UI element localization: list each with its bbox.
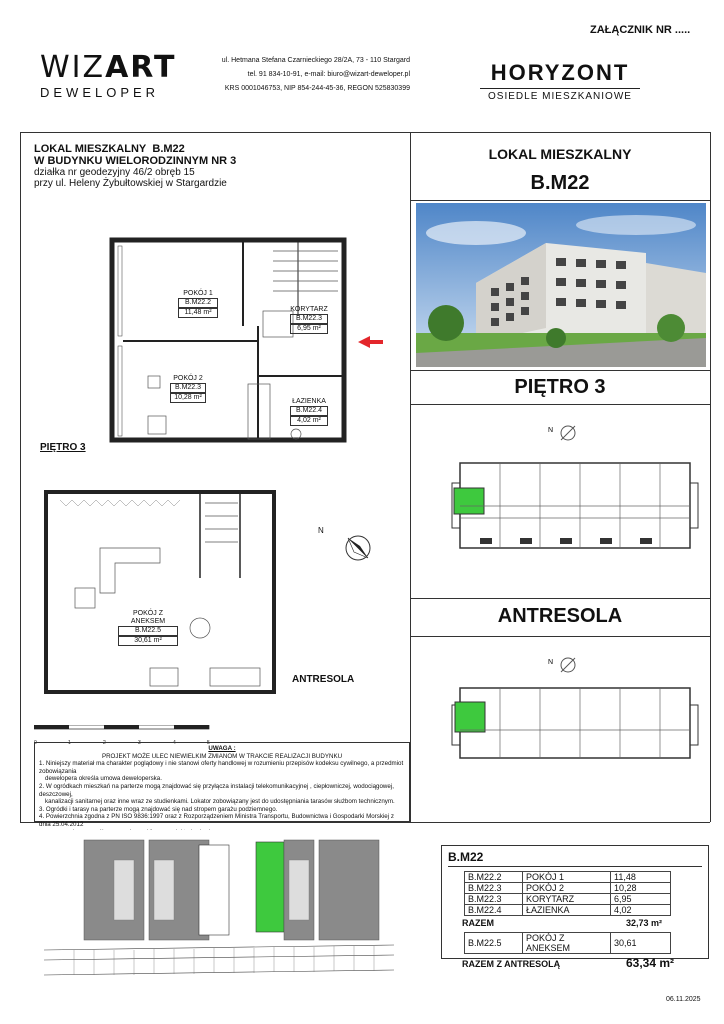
floor-heading: PIĘTRO 3 [514, 376, 606, 398]
unit-info: LOKAL MIESZKALNY B.M22 W BUDYNKU WIELORODZINNYM NR 3 działka nr geodezyjny 46/2 obręb 15 przy ul. Heleny Żybułtowskiej w Stargardzie [34, 143, 237, 189]
table-row: B.M22.3 KORYTARZ 6,95 [465, 894, 671, 905]
notice-box: UWAGA : PROJEKT MOŻE ULEC NIEWIELKIM ZMIANOM W TRAKCIE REALIZACJI BUDYNKU 1. Niniejszy materiał ma charakter poglądowy i nie stanowi oferty handlowej w rozumieniu przepisów kodeksu cywilnego, a przedmiot zobowiązania dewelopera określa umowa deweloperska. 2. W ogródkach mieszkań na parterze mogą znajdować się przyłącza instalacji telekomunikacyjnej , ciepłowniczej, wodociągowej, deszczowej, kanalizacji sanitarnej oraz inne wraz ze studienkami. Lokator zobowiązany jest do udostępniania tarasów służbom technicznym. 3. Ogródki i tarasy na parterze mogą znajdować się nad stropem garażu podziemnego. 4. Powierzchnia zgodna z PN ISO 9836:1997 oraz z Rozporządzeniem Ministra Transportu, Budownictwa i Gospodarki Morskiej z dnia 25.04.2012 [34, 742, 410, 822]
divider [410, 404, 710, 405]
divider [410, 636, 710, 637]
key-plan-floor [440, 418, 700, 573]
frame-divider [410, 132, 411, 822]
room-label-pokoj-z-aneksem: POKÓJ Z ANEKSEM B.M22.5 30,61 m² [118, 610, 178, 646]
room-label-pokoj-2: POKÓJ 2 B.M22.3 10,28 m² [170, 375, 206, 403]
document-date: 06.11.2025 [666, 996, 701, 1003]
table-row: B.M22.2 POKÓJ 1 11,48 [465, 872, 671, 883]
frame-line [710, 132, 711, 822]
north-arrow-icon [330, 522, 380, 577]
mezz-heading: ANTRESOLA [497, 605, 623, 627]
svg-text:N: N [548, 427, 554, 434]
divider [410, 200, 710, 201]
summary-title: B.M22 [448, 850, 702, 867]
floor-plan-label: PIĘTRO 3 [40, 442, 86, 453]
subtotal-row: RAZEM 32,73 m² [462, 918, 663, 928]
area-summary [441, 845, 709, 970]
room-label-lazienka: ŁAZIENKA B.M22.4 4,02 m² [290, 398, 328, 426]
key-plan-mezzanine [440, 650, 700, 775]
table-row: B.M22.3 POKÓJ 2 10,28 [465, 883, 671, 894]
room-label-pokoj-1: POKÓJ 1 B.M22.2 11,48 m² [178, 290, 218, 318]
mezzanine-plan-label: ANTRESOLA [292, 674, 355, 685]
table-row: B.M22.5 POKÓJ Z ANEKSEM 30,61 [465, 933, 671, 954]
scale-bar: 0 1 2 3 4 5 [34, 722, 214, 748]
table-row: B.M22.4 ŁAZIENKA 4,02 [465, 905, 671, 916]
mezzanine-plan [40, 488, 280, 705]
summary-table [464, 871, 671, 916]
annex-label: ZAŁĄCZNIK NR ..... [590, 24, 691, 36]
mezzanine-row-table [464, 932, 671, 954]
svg-text:N: N [548, 659, 554, 666]
developer-address: ul. Hetmana Stefana Czarnieckiego 28/2A, 73 - 110 Stargard tel. 91 834-10-91, e-mail: biuro@wizart-deweloper.pl KRS 0001046753, NIP 854-244-45-36, REGON 525830399 [221, 57, 410, 92]
north-label: N [318, 526, 324, 535]
floor-plan [108, 236, 398, 456]
building-render-image [416, 203, 706, 367]
frame-line [20, 132, 710, 133]
room-label-korytarz: KORYTARZ B.M22.3 6,95 m² [290, 306, 328, 332]
unit-code-heading: B.M22 [530, 172, 590, 194]
unit-type-label: LOKAL MIESZKALNY [488, 146, 632, 162]
site-plan [34, 830, 404, 995]
developer-logo: WIZART DEWELOPER [40, 50, 177, 100]
total-row: RAZEM Z ANTRESOLĄ 63,34 m² [462, 956, 675, 970]
frame-line [20, 132, 21, 822]
divider [410, 370, 710, 371]
divider [410, 598, 710, 599]
estate-logo: HORYZONT OSIEDLE MIESZKANIOWE [480, 60, 640, 102]
